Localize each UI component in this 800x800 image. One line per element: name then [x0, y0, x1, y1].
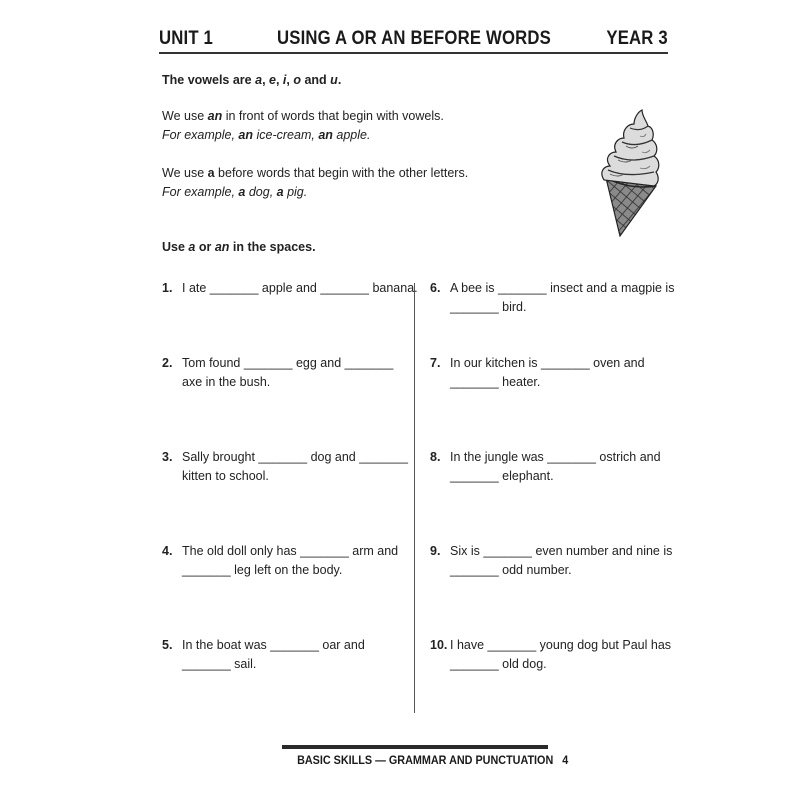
question-text: I have _______ young dog but Paul has: [450, 638, 672, 652]
text: Use: [162, 240, 189, 254]
keyword-an: an: [238, 128, 254, 142]
question-text-continued: _______ sail.: [182, 657, 257, 671]
an-example: [162, 126, 370, 145]
question-text-continued: _______ elephant.: [450, 469, 554, 483]
instruction: [162, 238, 316, 257]
page-number: 4: [562, 753, 569, 767]
page-footer: [282, 753, 569, 767]
text: dog,: [245, 185, 277, 199]
question-text: Tom found _______ egg and _______: [182, 356, 394, 370]
question-text-continued: axe in the bush.: [182, 375, 271, 389]
question-number: 5.: [162, 638, 173, 652]
vowels-statement: [162, 71, 341, 90]
question-text: Sally brought _______ dog and _______: [182, 450, 408, 464]
question-number: 8.: [430, 450, 441, 464]
vowel-i: i: [282, 73, 287, 87]
keyword-a: a: [238, 185, 246, 199]
page-title: USING A OR AN BEFORE WORDS: [276, 28, 551, 49]
year-label: YEAR 3: [606, 28, 668, 49]
question-number: 10.: [430, 638, 448, 652]
text: in front of words that begin with vowels.: [222, 109, 444, 123]
question-text-continued: _______ leg left on the body.: [182, 563, 343, 577]
an-rule: [162, 107, 444, 126]
question-number: 9.: [430, 544, 441, 558]
question-number: 3.: [162, 450, 173, 464]
vowel-u: u: [330, 73, 338, 87]
text: or: [195, 240, 215, 254]
question-text: I ate _______ apple and _______ banana.: [182, 281, 418, 295]
a-example: [162, 183, 307, 202]
footer-title: BASIC SKILLS — GRAMMAR AND PUNCTUATION: [297, 753, 554, 767]
header-rule: [159, 52, 668, 54]
question-text: The old doll only has _______ arm and: [182, 544, 399, 558]
sep: ,: [262, 73, 270, 87]
unit-label: UNIT 1: [159, 28, 214, 49]
keyword-an: an: [318, 128, 333, 142]
question-text: In the boat was _______ oar and: [182, 638, 365, 652]
question-text: A bee is _______ insect and a magpie is: [450, 281, 675, 295]
text: For example,: [162, 128, 239, 142]
text: ice-cream,: [253, 128, 319, 142]
period: .: [337, 73, 342, 87]
question-text: Six is _______ even number and nine is: [450, 544, 673, 558]
ice-cream-icon: [596, 108, 668, 240]
question-text: In our kitchen is _______ oven and: [450, 356, 645, 370]
question-text-continued: _______ bird.: [450, 300, 527, 314]
question-number: 6.: [430, 281, 441, 295]
question-text: In the jungle was _______ ostrich and: [450, 450, 661, 464]
vowel-a: a: [255, 73, 263, 87]
sep: ,: [286, 73, 294, 87]
text: pig.: [283, 185, 308, 199]
keyword-a: a: [207, 166, 215, 180]
text: in the spaces.: [229, 240, 316, 254]
question-number: 7.: [430, 356, 441, 370]
question-text-continued: _______ heater.: [450, 375, 541, 389]
a-rule: [162, 164, 468, 183]
footer-rule: [282, 745, 548, 749]
text: We use: [162, 109, 208, 123]
keyword-an: an: [214, 240, 230, 254]
sep: ,: [275, 73, 283, 87]
text: before words that begin with the other letters.: [214, 166, 469, 180]
question-number: 4.: [162, 544, 173, 558]
vowels-prefix: The vowels are: [162, 73, 256, 87]
keyword-a: a: [188, 240, 196, 254]
question-text-continued: _______ odd number.: [450, 563, 572, 577]
text: apple.: [332, 128, 371, 142]
keyword-a: a: [276, 185, 284, 199]
question-text-continued: _______ old dog.: [450, 657, 547, 671]
vowel-o: o: [293, 73, 301, 87]
text: For example,: [162, 185, 239, 199]
page-header: [159, 28, 668, 52]
and-word: and: [301, 73, 331, 87]
text: We use: [162, 166, 208, 180]
vowel-e: e: [269, 73, 276, 87]
column-divider: [414, 283, 415, 713]
keyword-an: an: [207, 109, 223, 123]
question-number: 1.: [162, 281, 173, 295]
question-number: 2.: [162, 356, 173, 370]
question-text-continued: kitten to school.: [182, 469, 269, 483]
